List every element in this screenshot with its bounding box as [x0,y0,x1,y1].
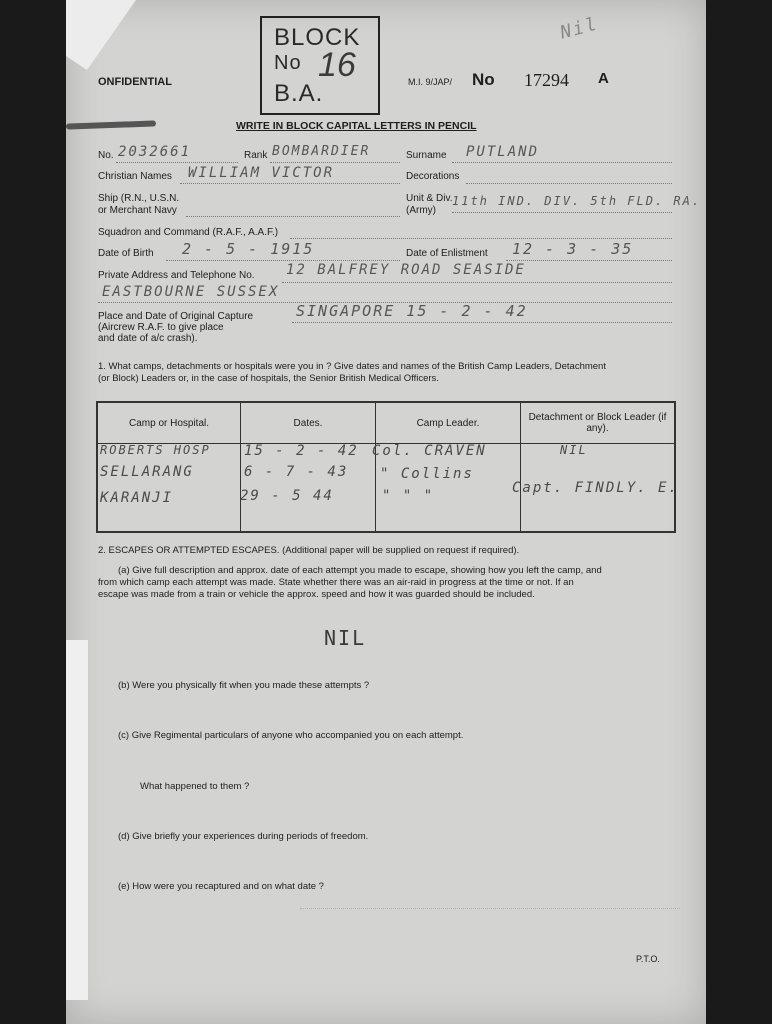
table-cell: 29 - 5 44 [240,488,334,504]
instruction-heading: WRITE IN BLOCK CAPITAL LETTERS IN PENCIL [236,120,477,132]
surname-value: PUTLAND [466,144,540,160]
block-stamp [260,16,380,115]
table-cell: 6 - 7 - 43 [244,464,349,480]
rank-label: Rank [244,150,268,161]
ship-label-2: or Merchant Navy [98,205,177,216]
q2-heading: 2. ESCAPES OR ATTEMPTED ESCAPES. (Additional paper will be supplied on request if required). [98,545,520,556]
stamp-block: BLOCK [274,24,361,51]
q2-a-line-2: from which camp each attempt was made. State whether there was an air-raid in progress at the time or not. If an [98,577,574,588]
christian-names-value: WILLIAM VICTOR [188,165,335,181]
stamp-number: 16 [318,46,356,84]
table-cell: NIL [560,443,588,457]
form-suffix: A [598,70,609,87]
table-row: KARANJI [100,490,174,506]
capture-label-1: Place and Date of Original Capture [98,311,254,322]
form-number: 17294 [524,70,569,90]
col-detachment-header: Detachment or Block Leader (if any). [521,402,676,444]
address-label: Private Address and Telephone No. [98,270,255,281]
capture-value: SINGAPORE 15 - 2 - 42 [296,302,528,320]
table-row: ROBERTS HOSP [100,443,211,457]
decorations-label: Decorations [406,171,460,182]
paper-edge [66,640,88,1000]
squadron-label: Squadron and Command (R.A.F., A.A.F.) [98,227,279,238]
christian-names-label: Christian Names [98,171,172,182]
capture-label-3: and date of a/c crash). [98,333,198,344]
ship-label-1: Ship (R.N., U.S.N. [98,193,180,204]
no-field-value: 2032661 [118,144,192,160]
dob-label: Date of Birth [98,248,154,259]
table-cell: 15 - 2 - 42 [244,443,359,459]
escape-answer: NIL [324,626,367,650]
no-label: No [472,70,495,89]
capture-label-2: (Aircrew R.A.F. to give place [98,322,224,333]
col-leader-header: Camp Leader. [376,402,521,444]
table-cell: Capt. FINDLY. E. [512,480,679,496]
corner-mark: Nil [557,13,601,44]
surname-label: Surname [406,150,447,161]
col-camp-header: Camp or Hospital. [97,402,241,444]
q2-d: (d) Give briefly your experiences during periods of freedom. [118,831,369,842]
table-row: SELLARANG [100,464,194,480]
no-field-label: No. [98,150,114,161]
unit-value: 11th IND. DIV. 5th FLD. RA. [452,194,702,208]
q2-c: (c) Give Regimental particulars of anyone who accompanied you on each attempt. [118,730,464,741]
unit-label-1: Unit & Div. [406,193,453,204]
table-cell: Col. CRAVEN [372,443,487,459]
q2-a-line-1: (a) Give full description and approx. date of each attempt you made to escape, showing how you left the camp, and [118,565,602,576]
q2-c-followup: What happened to them ? [140,781,250,792]
bleed-through [300,900,680,909]
q2-b: (b) Were you physically fit when you made these attempts ? [118,680,370,691]
stamp-ba: B.A. [274,80,324,107]
rank-value: BOMBARDIER [272,144,371,159]
q2-a-line-3: escape was made from a train or vehicle the approx. speed and how it was guarded should be included. [98,589,535,600]
enlistment-value: 12 - 3 - 35 [512,240,634,258]
q1-text-1: 1. What camps, detachments or hospitals were you in ? Give dates and names of the British Camp Leaders, Detachment [98,361,606,372]
q1-text-2: (or Block) Leaders or, in the case of hospitals, the Senior British Medical Officers. [98,373,439,384]
col-dates-header: Dates. [241,402,376,444]
enlistment-label: Date of Enlistment [406,248,488,259]
address-value-2: EASTBOURNE SUSSEX [102,284,280,300]
ref-label: M.I. 9/JAP/ [408,77,453,87]
stamp-no: No [274,52,302,74]
confidential-label: ONFIDENTIAL [98,76,172,88]
dob-value: 2 - 5 - 1915 [182,240,315,258]
pto-label: P.T.O. [636,954,660,964]
table-cell: " Collins [380,466,474,482]
address-value-1: 12 BALFREY ROAD SEASIDE [286,262,526,278]
q2-e: (e) How were you recaptured and on what date ? [118,881,324,892]
unit-label-2: (Army) [406,205,436,216]
table-header-row [97,402,675,444]
table-cell: " " " [382,488,435,504]
